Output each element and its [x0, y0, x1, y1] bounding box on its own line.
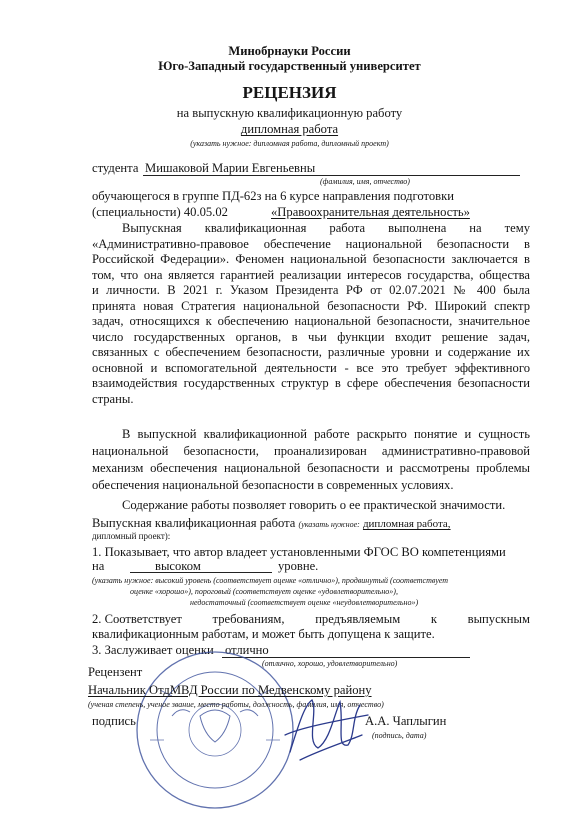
student-prefix: студента: [92, 161, 139, 175]
student-group: обучающегося в группе ПД-62з на 6 курсе направления подготовки: [92, 189, 454, 203]
grade-hint: (отлично, хорошо, удовлетворительно): [262, 659, 398, 668]
signature-label: подпись: [92, 714, 136, 728]
student-name-hint: (фамилия, имя, отчество): [320, 177, 410, 186]
reviewer-position-hint: (ученая степень, ученое звание, место работы, должность, фамилия, имя, отчество): [88, 700, 384, 709]
student-specialty-name: «Правоохранительная деятельность»: [271, 205, 470, 219]
ministry-name: Минобрнауки России: [228, 44, 351, 58]
competence-level: высоком: [155, 559, 201, 573]
reviewer-name: А.А. Чаплыгин: [365, 714, 447, 728]
work-type: дипломная работа: [240, 122, 339, 136]
reviewer-label: Рецензент: [88, 665, 143, 679]
paragraph-significance: Содержание работы позволяет говорить о ее практической значимости.: [122, 498, 506, 512]
signature-hint: (подпись, дата): [372, 731, 427, 740]
assessment-intro-tail: дипломный проект):: [92, 531, 171, 541]
document-title: РЕЦЕНЗИЯ: [242, 83, 337, 102]
document-subtitle: на выпускную квалификационную работу: [176, 106, 403, 120]
grade-value: отлично: [225, 643, 269, 657]
assessment-item-2: 2. Соответствует требованиям, предъявляемым к выпускным: [92, 612, 530, 626]
work-type-hint: (указать нужное: дипломная работа, дипломный проект): [190, 139, 389, 148]
level-hint-1: (указать нужное: высокий уровень (соответствует оценке «отлично»), продвинутый (соответствует: [92, 576, 449, 585]
assessment-item-2-line-2: квалификационным работам, и может быть допущена к защите.: [92, 627, 435, 641]
university-name: Юго-Западный государственный университет: [158, 59, 421, 73]
assessment-item-1-on: на: [92, 559, 105, 573]
assessment-item-3: 3. Заслуживает оценки: [92, 643, 214, 657]
competence-level-suffix: уровне.: [278, 559, 319, 573]
assessment-intro: Выпускная квалификационная работа (указать нужное: дипломная работа,: [92, 516, 451, 530]
level-hint-3: недостаточный (соответствует оценке «неудовлетворительно»): [190, 598, 419, 607]
level-hint-2: оценке «хорошо»), пороговый (соответствует оценке «удовлетворительно»),: [130, 587, 398, 596]
student-name: Мишаковой Марии Евгеньевны: [145, 161, 316, 175]
student-specialty-code: (специальности) 40.05.02: [92, 205, 228, 219]
paragraph-content: В выпускной квалификационной работе раскрыто понятие и сущность национальной безопасности, проанализирован административно-правовой механизм обеспечения национальной безопасности и рассмотрены проблемы обеспечения национальной безопасности в современных условиях.: [92, 427, 530, 492]
assessment-item-1: 1. Показывает, что автор владеет установленными ФГОС ВО компетенциями: [92, 545, 506, 559]
paragraph-topic: Выпускная квалификационная работа выполнена на тему «Административно-правовое обеспечение национальной безопасности в Российской Федерации». Феномен национальной безопасности заключается в том, что она является гарантией реализации интересов государства, общества и личности. В 2021 г. Указом Президента РФ от 02.07.2021 № 400 была принята новая Стратегия национальной безопасности РФ. Широкий спектр задач, относящихся к обеспечению национальной безопасности, значительное число государственных органов, в чьи функции входит решение задач, связанных с обеспечением безопасности, различные уровни и содержание их основной и вспомогательной деятельности - все это требует эффективного взаимодействия государственных структур в сфере обеспечения безопасности страны.: [92, 221, 530, 406]
reviewer-position: Начальник ОтдМВД России по Медвенскому району: [88, 683, 372, 697]
